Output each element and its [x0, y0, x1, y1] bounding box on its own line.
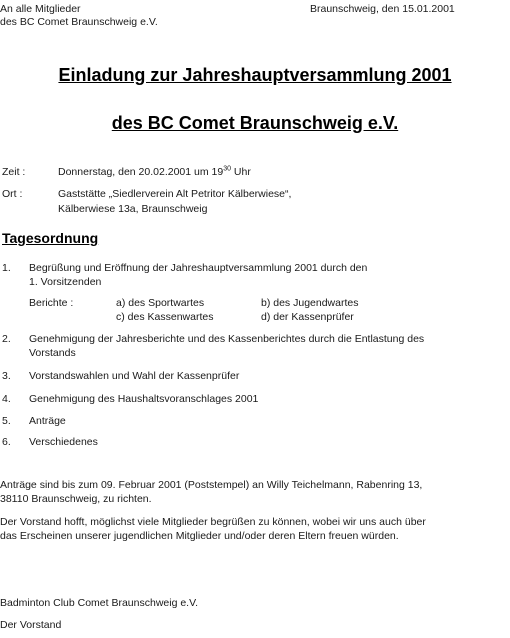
page-subtitle: des BC Comet Braunschweig e.V. [111, 113, 399, 133]
invitation-paragraph-line-1: Der Vorstand hofft, möglichst viele Mitglieder begrüßen zu können, wobei wir uns auch über [0, 516, 426, 528]
agenda-item-text: Genehmigung der Jahresberichte und des Kassenberichtes durch die Entlastung des [29, 333, 425, 345]
zeit-value: Donnerstag, den 20.02.2001 um $19^{30}$ Uhr [58, 165, 251, 178]
berichte-label: Berichte : [29, 297, 74, 309]
invitation-paragraph-line-2: das Erscheinen unserer jugendlichen Mitglieder und/oder deren Eltern freuen würden. [0, 530, 399, 542]
agenda-item-text: Vorstandswahlen und Wahl der Kassenprüfer [29, 370, 240, 382]
zeit-label: Zeit : [2, 166, 26, 178]
deadline-paragraph-line-2: 38110 Braunschweig, zu richten. [0, 493, 152, 505]
agenda-item-text-cont: Vorstands [29, 347, 76, 359]
recipient-line-2: des BC Comet Braunschweig e.V. [0, 16, 158, 28]
signature-role: Der Vorstand [0, 619, 62, 631]
agenda-item-text: Begrüßung und Eröffnung der Jahreshauptversammlung 2001 durch den [29, 262, 368, 274]
ort-line-1: Gaststätte „Siedlerverein Alt Petritor Kälberwiese“, [58, 188, 292, 200]
bericht-c: c) des Kassenwartes [116, 311, 214, 323]
signature-club: Badminton Club Comet Braunschweig e.V. [0, 597, 199, 609]
agenda-item-text: Genehmigung des Haushaltsvoranschlages 2001 [29, 393, 259, 405]
agenda-item-text: Anträge [29, 415, 66, 427]
ort-line-2: Kälberwiese 13a, Braunschweig [58, 203, 208, 215]
bericht-d: d) der Kassenprüfer [261, 311, 354, 323]
agenda-item-number: 6. [2, 436, 11, 448]
deadline-paragraph-line-1: Anträge sind bis zum 09. Februar 2001 (Poststempel) an Willy Teichelmann, Rabenring 13, [0, 479, 423, 491]
bericht-a: a) des Sportwartes [116, 297, 205, 309]
agenda-heading: Tagesordnung [2, 230, 99, 246]
bericht-b: b) des Jugendwartes [261, 297, 359, 309]
agenda-item-text: Verschiedenes [29, 436, 98, 448]
agenda-item-number: 1. [2, 262, 11, 274]
agenda-item-number: 4. [2, 393, 11, 405]
agenda-item-number: 5. [2, 415, 11, 427]
recipient-line-1: An alle Mitglieder [0, 3, 81, 15]
ort-label: Ort : [2, 188, 23, 200]
agenda-item-number: 2. [2, 333, 11, 345]
page-title: Einladung zur Jahreshauptversammlung 2001 [58, 65, 452, 85]
agenda-item-number: 3. [2, 370, 11, 382]
agenda-item-text-cont: 1. Vorsitzenden [29, 276, 102, 288]
place-date: Braunschweig, den 15.01.2001 [310, 3, 455, 15]
